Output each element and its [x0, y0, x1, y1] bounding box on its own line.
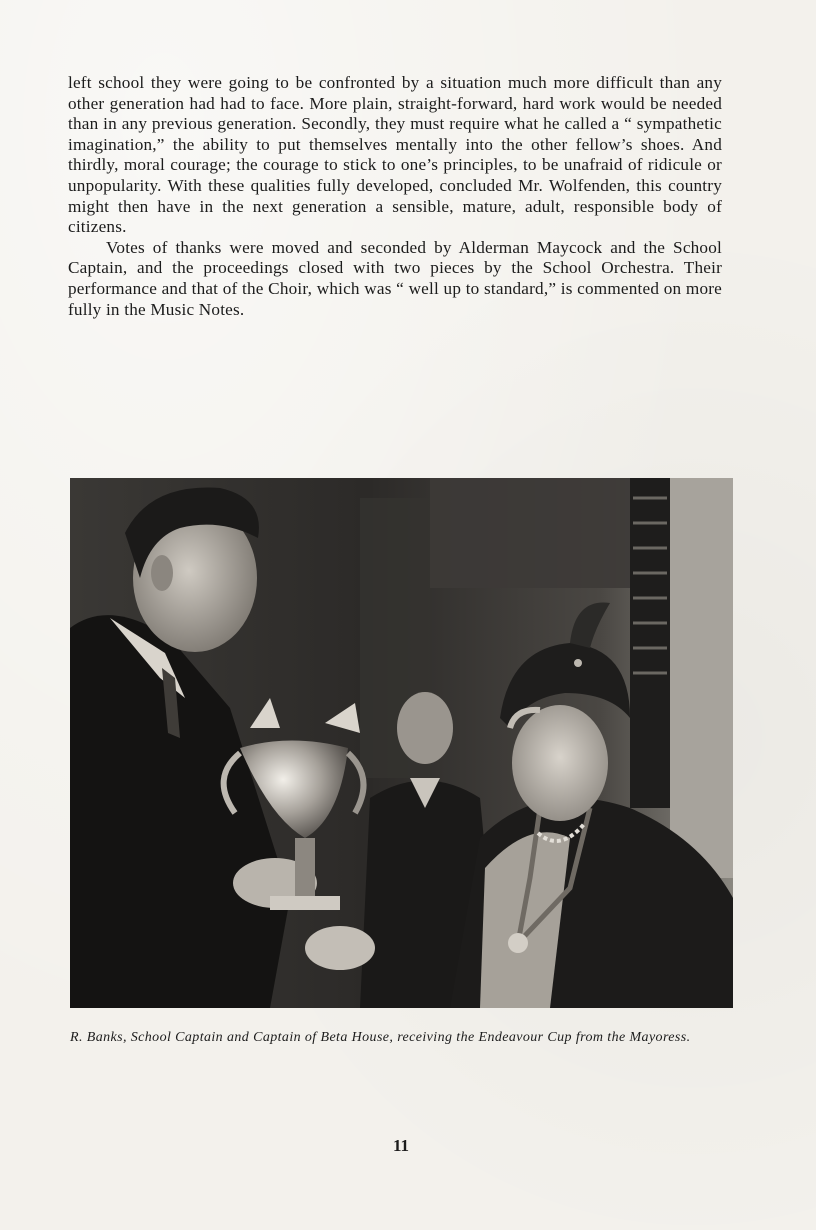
photo-caption: R. Banks, School Captain and Captain of Beta House, receiving the Endeavour Cup from the Mayoress. [70, 1030, 691, 1045]
photograph-illustration [70, 478, 733, 1008]
paragraph-1: left school they were going to be confronted by a situation much more difficult than any other generation had had to face. More plain, straight-forward, hard work would be needed than in any previous generation. Secondly, they must require what he called a “ sympathetic imagination,” the ability to put themselves mentally into the other fellow’s shoes. And thirdly, moral courage; the courage to stick to one’s principles, to be unafraid of ridicule or unpopularity. With these qualities fully developed, concluded Mr. Wolfenden, this country might then have in the next generation a sensible, mature, adult, responsible body of citizens. [68, 73, 722, 237]
page-number: 11 [392, 1136, 410, 1155]
paragraph-2: Votes of thanks were moved and seconded by Alderman Maycock and the School Captain, and the proceedings closed with two pieces by the School Orchestra. Their performance and that of the Choir, which was “ well up to standard,” is commented on more fully in the Music Notes. [68, 237, 722, 319]
body-text [68, 73, 722, 320]
photograph [70, 478, 733, 1008]
